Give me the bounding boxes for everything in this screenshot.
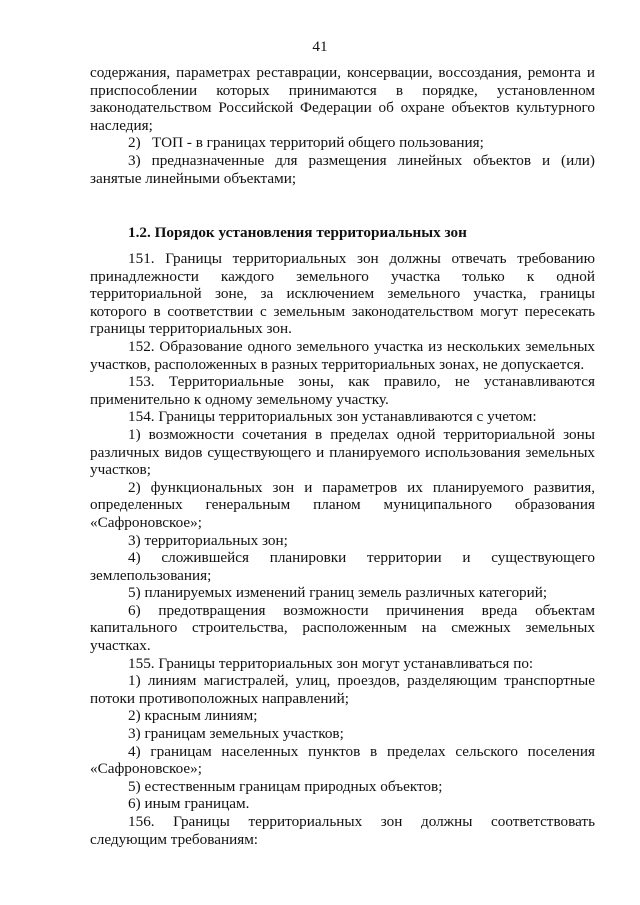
page-number: 41 [312,38,328,55]
paragraph-156: 156. Границы территориальных зон должны соответствовать следующим требованиям: [90,813,595,848]
list-item: 3) предназначенные для размещения линейных объектов и (или) занятые линейными объектами; [90,151,595,187]
paragraph-152: 152. Образование одного земельного участка из нескольких земельных участков, расположенных в разных территориальных зонах, не допускается. [90,337,595,373]
list-item: 3) территориальных зон; [128,531,288,549]
list-item: 3) границам земельных участков; [128,725,344,743]
paragraph-153: 153. Территориальные зоны, как правило, не устанавливаются применительно к одному земельному участку. [90,373,595,408]
list-item: 5) естественным границам природных объектов; [128,777,443,795]
section-heading: 1.2. Порядок установления территориальных зон [128,224,467,241]
list-item: 4) сложившейся планировки территории и существующего землепользования; [90,549,595,584]
list-item: 5) планируемых изменений границ земель различных категорий; [128,584,548,602]
paragraph-155: 155. Границы территориальных зон могут устанавливаться по: [128,654,534,672]
paragraph-154: 154. Границы территориальных зон устанавливаются с учетом: [128,408,537,426]
list-item: 6) предотвращения возможности причинения вреда объектам капитального строительства, расположенным на смежных земельных участках. [90,601,595,655]
list-item: 6) иным границам. [128,795,250,813]
top-text-block [90,64,595,187]
section-body [90,250,595,848]
list-item: 2) функциональных зон и параметров их планируемого развития, определенных генеральным планом муниципального образования «Сафроновское»; [90,478,595,531]
paragraph-151: 151. Границы территориальных зон должны отвечать требованию принадлежности каждого земельного участка только к одной территориальной зоне, за исключением земельного участка, границы которого в соответствии с земельным законодательством могут пересекать границы территориальных зон. [90,250,595,338]
list-item: 2) красным линиям; [128,707,258,725]
list-item: 2) ТОП - в границах территорий общего пользования; [128,134,484,152]
list-item: 1) возможности сочетания в пределах одной территориальной зоны различных видов существующего и планируемого использования земельных участков; [90,425,595,479]
list-item: 4) границам населенных пунктов в пределах сельского поселения «Сафроновское»; [90,742,595,778]
paragraph-continued: содержания, параметрах реставрации, консервации, воссоздания, ремонта и приспособлении которых принимаются в порядке, установленном законодательством Российской Федерации об охране объектов культурного наследия; [90,64,595,134]
list-item: 1) линиям магистралей, улиц, проездов, разделяющим транспортные потоки противоположных направлений; [90,672,595,707]
